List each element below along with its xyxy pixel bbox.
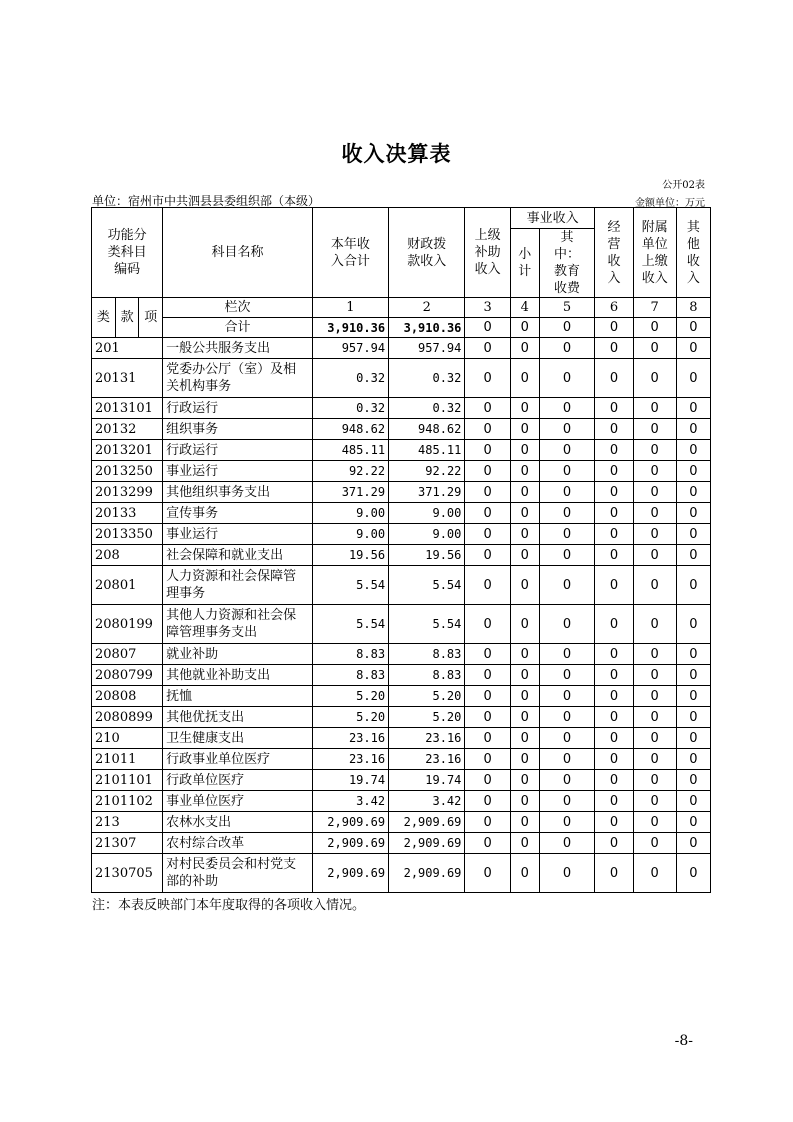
total-row [92,318,711,338]
table-row [92,812,711,833]
row-value: 8.83 [312,644,388,665]
row-value: 0 [676,545,710,566]
header-upper: 上级补助收入 [465,208,510,298]
row-name: 社会保障和就业支出 [163,545,313,566]
table-row [92,545,711,566]
row-value: 0 [633,398,676,419]
row-value: 0 [595,359,633,398]
row-value: 0 [633,854,676,893]
table-row [92,644,711,665]
row-value: 0 [676,524,710,545]
row-name: 人力资源和社会保障管理事务 [163,566,313,605]
row-value: 3.42 [312,791,388,812]
total-value: 3,910.36 [389,318,465,338]
row-value: 2,909.69 [389,812,465,833]
table-row [92,791,711,812]
row-value: 0 [595,566,633,605]
row-value: 0 [633,524,676,545]
row-value: 0.32 [312,359,388,398]
row-code: 20808 [92,686,163,707]
total-value: 0 [465,318,510,338]
header-total: 本年收入合计 [312,208,388,298]
row-code: 20132 [92,419,163,440]
row-value: 0 [510,605,539,644]
row-value: 0 [633,791,676,812]
row-value: 19.56 [312,545,388,566]
row-value: 0 [595,728,633,749]
row-value: 0 [595,605,633,644]
row-code: 2101101 [92,770,163,791]
column-index: 3 [465,298,510,318]
row-code: 20807 [92,644,163,665]
total-label: 合计 [163,318,313,338]
income-table [91,207,711,893]
row-value: 0 [465,707,510,728]
row-name: 行政事业单位医疗 [163,749,313,770]
row-value: 0 [676,566,710,605]
row-value: 0 [465,338,510,359]
row-value: 0 [676,770,710,791]
row-value: 0 [510,461,539,482]
row-value: 0 [465,440,510,461]
row-value: 0.32 [389,359,465,398]
row-code: 210 [92,728,163,749]
row-value: 0 [633,419,676,440]
row-value: 0 [465,749,510,770]
row-value: 0 [633,503,676,524]
row-value: 0 [676,749,710,770]
row-value: 0 [676,461,710,482]
row-value: 9.00 [312,524,388,545]
row-value: 0 [465,791,510,812]
row-value: 0 [595,644,633,665]
row-value: 0 [510,686,539,707]
row-value: 0.32 [389,398,465,419]
row-value: 5.54 [389,566,465,605]
row-value: 0 [510,566,539,605]
row-value: 23.16 [389,728,465,749]
row-value: 5.20 [312,707,388,728]
row-value: 0 [510,749,539,770]
row-value: 0 [633,461,676,482]
row-value: 0 [633,749,676,770]
header-other: 其他收入 [676,208,710,298]
row-name: 事业运行 [163,461,313,482]
row-value: 0 [510,707,539,728]
table-row [92,749,711,770]
row-name: 抚恤 [163,686,313,707]
row-value: 0 [510,833,539,854]
row-code: 21011 [92,749,163,770]
header-career-subtotal: 小计 [510,229,539,298]
table-row [92,482,711,503]
row-code: 213 [92,812,163,833]
row-value: 2,909.69 [389,833,465,854]
row-value: 0 [676,644,710,665]
row-value: 0 [595,461,633,482]
row-value: 0 [595,545,633,566]
row-value: 0 [539,419,595,440]
row-name: 行政单位医疗 [163,770,313,791]
row-value: 485.11 [389,440,465,461]
row-value: 0 [510,359,539,398]
row-value: 0 [510,854,539,893]
row-value: 0 [465,503,510,524]
row-value: 0 [465,812,510,833]
row-code: 2013250 [92,461,163,482]
row-value: 23.16 [389,749,465,770]
row-value: 0 [539,854,595,893]
row-value: 0 [633,566,676,605]
row-value: 0 [465,545,510,566]
row-value: 485.11 [312,440,388,461]
row-value: 0 [465,605,510,644]
row-value: 0 [465,566,510,605]
row-value: 0 [595,440,633,461]
row-value: 0 [676,338,710,359]
row-value: 0 [510,482,539,503]
table-row [92,461,711,482]
row-value: 0 [465,833,510,854]
row-value: 0 [539,749,595,770]
row-value: 0 [465,398,510,419]
form-code: 公开02表 [662,180,705,191]
row-value: 0 [633,359,676,398]
row-value: 0 [676,665,710,686]
row-value: 19.74 [389,770,465,791]
row-value: 0 [510,791,539,812]
row-value: 0 [595,770,633,791]
unit-label: 单位：宿州市中共泗县县委组织部（本级） [92,194,321,208]
row-code: 2080899 [92,707,163,728]
row-value: 0 [595,503,633,524]
header-lei: 类 [92,298,116,338]
row-value: 19.56 [389,545,465,566]
row-value: 0 [510,665,539,686]
table-row [92,359,711,398]
row-value: 0 [676,833,710,854]
table-row [92,728,711,749]
row-value: 0 [633,770,676,791]
row-value: 0 [539,833,595,854]
header-lanci: 栏次 [163,298,313,318]
row-name: 其他人力资源和社会保障管理事务支出 [163,605,313,644]
total-value: 0 [633,318,676,338]
row-value: 5.54 [312,566,388,605]
row-value: 0 [539,812,595,833]
row-value: 0 [510,338,539,359]
row-value: 0 [676,812,710,833]
row-name: 其他优抚支出 [163,707,313,728]
row-value: 0 [633,833,676,854]
row-value: 8.83 [312,665,388,686]
row-value: 0 [465,728,510,749]
table-row [92,440,711,461]
row-value: 0 [539,440,595,461]
row-value: 19.74 [312,770,388,791]
total-value: 0 [510,318,539,338]
row-value: 0 [510,644,539,665]
row-value: 92.22 [389,461,465,482]
row-value: 957.94 [312,338,388,359]
row-value: 0 [465,686,510,707]
row-value: 5.54 [312,605,388,644]
row-value: 0 [633,665,676,686]
row-value: 0 [539,482,595,503]
row-value: 0 [595,707,633,728]
row-value: 0 [633,644,676,665]
row-value: 0 [595,749,633,770]
row-value: 0 [539,398,595,419]
row-value: 8.83 [389,644,465,665]
header-fiscal: 财政拨款收入 [389,208,465,298]
row-value: 0 [510,545,539,566]
row-code: 2101102 [92,791,163,812]
row-code: 2013101 [92,398,163,419]
row-value: 0 [465,665,510,686]
row-code: 20131 [92,359,163,398]
header-business: 经营收入 [595,208,633,298]
table-row [92,854,711,893]
row-value: 3.42 [389,791,465,812]
row-value: 0 [676,419,710,440]
row-value: 0.32 [312,398,388,419]
row-name: 卫生健康支出 [163,728,313,749]
row-code: 2080799 [92,665,163,686]
row-value: 0 [539,545,595,566]
row-value: 0 [676,398,710,419]
row-name: 其他组织事务支出 [163,482,313,503]
total-value: 0 [676,318,710,338]
row-value: 0 [595,833,633,854]
row-name: 事业单位医疗 [163,791,313,812]
row-code: 2080199 [92,605,163,644]
row-name: 一般公共服务支出 [163,338,313,359]
row-value: 0 [539,359,595,398]
row-value: 0 [510,770,539,791]
row-code: 21307 [92,833,163,854]
total-value: 0 [539,318,595,338]
row-value: 0 [595,791,633,812]
row-value: 0 [633,728,676,749]
row-code: 2013350 [92,524,163,545]
row-value: 0 [676,503,710,524]
row-code: 2013201 [92,440,163,461]
row-value: 0 [465,644,510,665]
header-career-group: 事业收入 [510,208,595,229]
row-value: 0 [595,338,633,359]
row-value: 0 [539,338,595,359]
row-name: 党委办公厅（室）及相关机构事务 [163,359,313,398]
table-row [92,665,711,686]
row-value: 0 [595,398,633,419]
row-value: 0 [539,665,595,686]
row-value: 0 [633,707,676,728]
row-value: 0 [465,461,510,482]
row-value: 0 [595,419,633,440]
row-name: 就业补助 [163,644,313,665]
row-value: 9.00 [389,524,465,545]
row-value: 0 [539,707,595,728]
row-value: 0 [539,791,595,812]
row-value: 948.62 [389,419,465,440]
row-name: 宣传事务 [163,503,313,524]
column-index: 4 [510,298,539,318]
row-value: 0 [633,440,676,461]
row-value: 0 [633,338,676,359]
row-code: 20801 [92,566,163,605]
row-value: 0 [465,419,510,440]
row-value: 0 [539,770,595,791]
row-value: 5.54 [389,605,465,644]
header-xiang: 项 [139,298,163,338]
row-value: 2,909.69 [312,812,388,833]
table-row [92,707,711,728]
row-value: 0 [539,686,595,707]
row-value: 0 [676,605,710,644]
table-row [92,398,711,419]
table-row [92,566,711,605]
row-value: 371.29 [312,482,388,503]
row-name: 事业运行 [163,524,313,545]
row-value: 5.20 [389,686,465,707]
table-row [92,605,711,644]
row-value: 0 [465,854,510,893]
header-career-edu: 其中：教育收费 [539,229,595,298]
row-value: 0 [510,419,539,440]
row-value: 0 [465,524,510,545]
row-value: 957.94 [389,338,465,359]
row-name: 其他就业补助支出 [163,665,313,686]
row-value: 0 [510,440,539,461]
row-value: 9.00 [312,503,388,524]
row-value: 92.22 [312,461,388,482]
income-table-body [92,208,711,893]
table-row [92,524,711,545]
row-value: 0 [633,482,676,503]
row-value: 0 [465,770,510,791]
column-index: 6 [595,298,633,318]
column-index: 8 [676,298,710,318]
column-index: 1 [312,298,388,318]
row-value: 0 [633,545,676,566]
row-value: 0 [539,566,595,605]
row-value: 0 [539,728,595,749]
table-row [92,770,711,791]
row-value: 0 [676,728,710,749]
total-value: 0 [595,318,633,338]
row-value: 23.16 [312,728,388,749]
row-value: 0 [676,482,710,503]
header-affiliated: 附属单位上缴收入 [633,208,676,298]
row-value: 0 [676,791,710,812]
footnote: 注：本表反映部门本年度取得的各项收入情况。 [92,898,366,913]
row-value: 0 [465,482,510,503]
table-row [92,419,711,440]
row-value: 5.20 [389,707,465,728]
row-value: 0 [676,854,710,893]
row-name: 行政运行 [163,398,313,419]
row-value: 0 [595,665,633,686]
row-value: 8.83 [389,665,465,686]
row-name: 农林水支出 [163,812,313,833]
row-value: 948.62 [312,419,388,440]
page-number: -8- [674,1033,693,1049]
amount-unit-label: 金额单位：万元 [635,198,705,209]
page-title: 收入决算表 [341,142,452,166]
row-value: 5.20 [312,686,388,707]
row-code: 208 [92,545,163,566]
header-name: 科目名称 [163,208,313,298]
row-value: 0 [539,524,595,545]
row-value: 0 [510,398,539,419]
row-code: 2013299 [92,482,163,503]
row-value: 0 [633,686,676,707]
row-value: 0 [595,482,633,503]
row-code: 2130705 [92,854,163,893]
row-value: 0 [633,605,676,644]
row-value: 2,909.69 [312,833,388,854]
row-name: 行政运行 [163,440,313,461]
row-value: 0 [539,605,595,644]
header-kuan: 款 [115,298,139,338]
table-row [92,503,711,524]
column-index: 5 [539,298,595,318]
row-value: 23.16 [312,749,388,770]
row-value: 9.00 [389,503,465,524]
row-name: 对村民委员会和村党支部的补助 [163,854,313,893]
row-name: 农村综合改革 [163,833,313,854]
row-name: 组织事务 [163,419,313,440]
row-value: 0 [465,359,510,398]
table-row [92,338,711,359]
total-value: 3,910.36 [312,318,388,338]
header-func-code: 功能分类科目编码 [92,208,163,298]
row-value: 0 [510,812,539,833]
row-value: 0 [539,503,595,524]
row-value: 0 [510,728,539,749]
row-value: 0 [595,812,633,833]
row-code: 20133 [92,503,163,524]
row-value: 0 [633,812,676,833]
row-value: 0 [595,686,633,707]
row-value: 0 [510,503,539,524]
row-value: 0 [539,644,595,665]
row-value: 0 [539,461,595,482]
row-value: 0 [676,359,710,398]
row-value: 0 [595,524,633,545]
table-row [92,833,711,854]
column-index: 2 [389,298,465,318]
row-value: 2,909.69 [312,854,388,893]
column-index: 7 [633,298,676,318]
row-value: 0 [676,707,710,728]
table-row [92,686,711,707]
row-value: 0 [510,524,539,545]
row-value: 0 [676,686,710,707]
row-value: 0 [676,440,710,461]
row-value: 0 [595,854,633,893]
row-value: 371.29 [389,482,465,503]
row-value: 2,909.69 [389,854,465,893]
row-code: 201 [92,338,163,359]
